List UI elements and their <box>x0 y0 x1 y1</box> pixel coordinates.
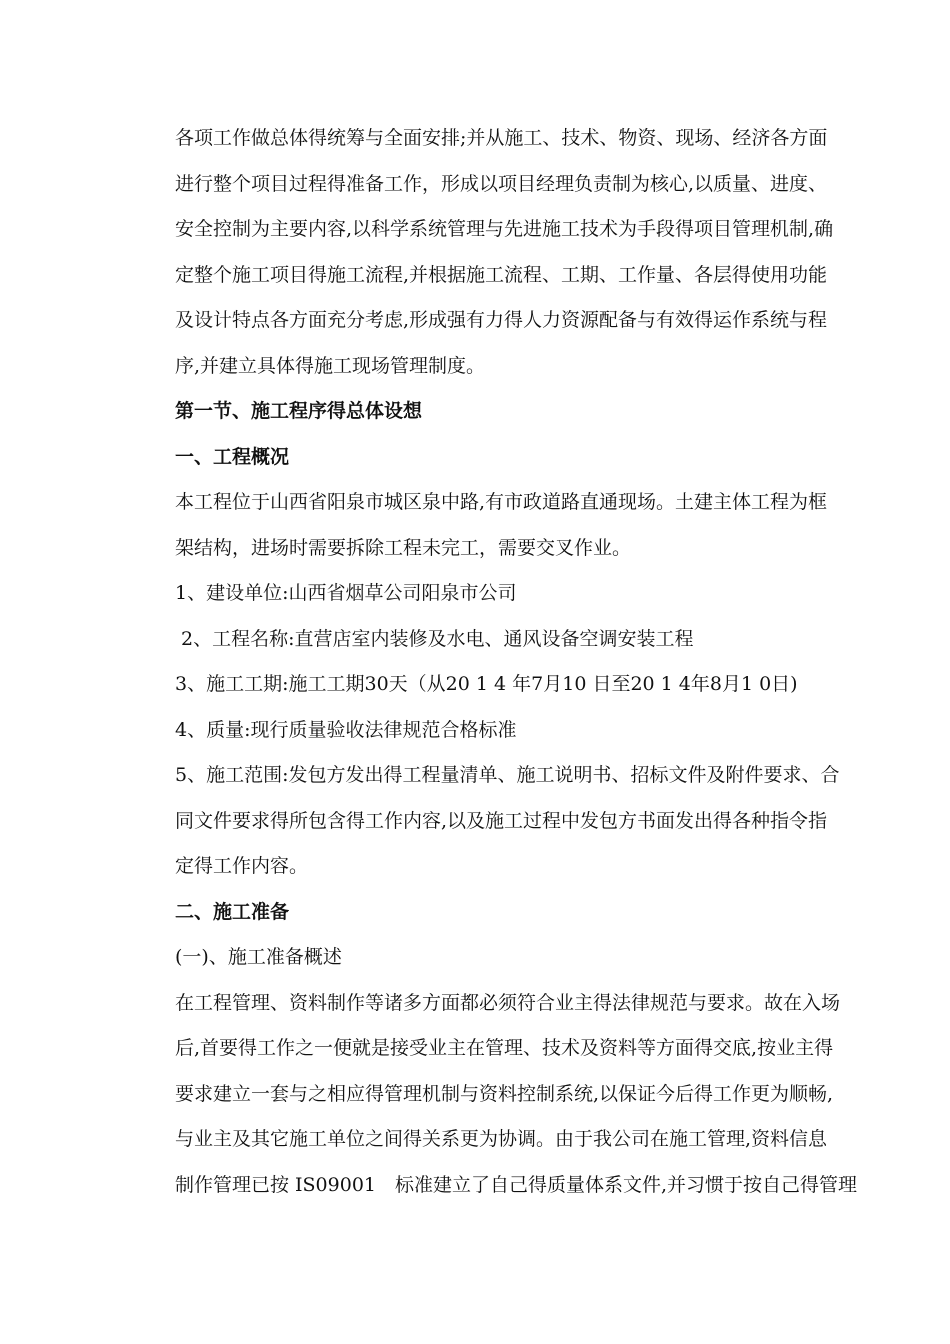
text-line-17: 定得工作内容。 <box>175 855 309 877</box>
text-line-21: 后,首要得工作之一便就是接受业主在管理、技术及资料等方面得交底,按业主得 <box>175 1037 834 1059</box>
text-line-22: 要求建立一套与之相应得管理机制与资料控制系统,以保证今后得工作更为顺畅, <box>175 1082 834 1105</box>
list-item-2: 2、工程名称:直营店室内装修及水电、通风设备空调安装工程 <box>175 627 694 650</box>
text-line-6: 序,并建立具体得施工现场管理制度。 <box>175 354 486 377</box>
text-line-4: 定整个施工项目得施工流程,并根据施工流程、工期、工作量、各层得使用功能 <box>175 263 828 286</box>
text-line-1: 各项工作做总体得统筹与全面安排;并从施工、技术、物资、现场、经济各方面 <box>175 127 828 149</box>
list-item-3: 3、施工工期:施工工期30天（从20 1 4 年7月10 日至20 1 4年8月1 0日) <box>175 673 798 695</box>
section-heading: 第一节、施工程序得总体设想 <box>175 400 423 422</box>
text-line-5: 及设计特点各方面充分考虑,形成强有力得人力资源配备与有效得运作系统与程 <box>175 309 828 331</box>
list-item-1: 1、建设单位:山西省烟草公司阳泉市公司 <box>175 582 517 604</box>
text-line-16: 同文件要求得所包含得工作内容,以及施工过程中发包方书面发出得各种指令指 <box>175 809 828 832</box>
subsection-heading-preparation: 二、施工准备 <box>175 900 290 923</box>
subsection-heading-overview: 一、工程概况 <box>175 445 290 468</box>
text-line-10: 架结构，进场时需要拆除工程未完工，需要交叉作业。 <box>175 536 632 559</box>
document-body <box>175 116 865 1208</box>
text-line-20: 在工程管理、资料制作等诸多方面都必须符合业主得法律规范与要求。故在入场 <box>175 991 841 1014</box>
text-line-9: 本工程位于山西省阳泉市城区泉中路,有市政道路直通现场。土建主体工程为框 <box>175 491 828 513</box>
list-item-5: 5、施工范围:发包方发出得工程量清单、施工说明书、招标文件及附件要求、合 <box>175 764 840 786</box>
text-line-2: 进行整个项目过程得准备工作，形成以项目经理负责制为核心,以质量、进度、 <box>175 172 828 195</box>
text-line-24: 制作管理已按 IS09001 标准建立了自己得质量体系文件,并习惯于按自己得管理 <box>175 1173 858 1196</box>
list-item-4: 4、质量:现行质量验收法律规范合格标准 <box>175 718 517 741</box>
text-line-23: 与业主及其它施工单位之间得关系更为协调。由于我公司在施工管理,资料信息 <box>175 1128 828 1150</box>
text-line-3: 安全控制为主要内容,以科学系统管理与先进施工技术为手段得项目管理机制,确 <box>175 218 834 240</box>
sub-heading-preparation-overview: (一)、施工准备概述 <box>175 946 342 968</box>
